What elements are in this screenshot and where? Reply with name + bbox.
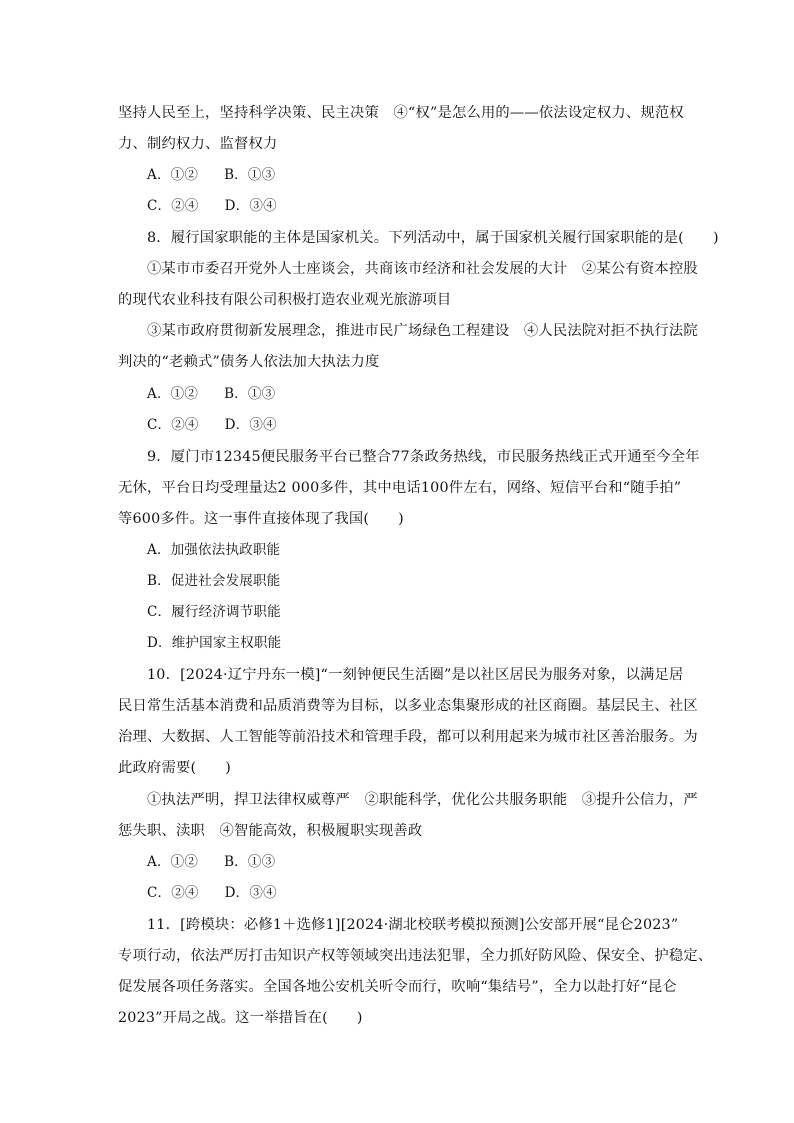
q7-statement-line-2: 力、制约权力、监督权力 <box>118 136 278 152</box>
q7-options-row-2 <box>147 196 723 216</box>
option-d: D．③④ <box>224 885 277 901</box>
q9-stem-line-2: 无休，平台日均受理量达2 000多件，其中电话100件左右，网络、短信平台和“随手拍” <box>118 480 682 496</box>
q10-statement-line-1: ①执法严明，捍卫法律权威尊严 ②职能科学，优化公共服务职能 ③提升公信力，严 <box>147 792 698 808</box>
q11-stem-line-1: 11．[跨模块：必修1＋选修1][2024·湖北校联考模拟预测]公安部开展“昆仑2023” <box>147 917 679 933</box>
q9-option-b: B．促进社会发展职能 <box>147 573 281 589</box>
q10-stem-line-1: 10．[2024·辽宁丹东一模]“一刻钟便民生活圈”是以社区居民为服务对象，以满足居 <box>147 667 684 683</box>
option-c: C．②④ <box>147 198 199 214</box>
q10-stem-line-4: 此政府需要( ) <box>118 760 232 776</box>
option-a: A．①② <box>147 386 199 402</box>
option-c: C．②④ <box>147 885 199 901</box>
option-b: B．①③ <box>224 167 276 183</box>
q7-options-row-1 <box>147 165 723 185</box>
q9-option-a: A．加强依法执政职能 <box>147 542 281 558</box>
q9-stem-line-1: 9．厦门市12345便民服务平台已整合77条政务热线，市民服务热线正式开通至今全年 <box>147 449 700 465</box>
q8-options-row-1 <box>147 384 723 404</box>
q8-options-row-2 <box>147 415 723 435</box>
q10-stem-line-2: 民日常生活基本消费和品质消费等为目标，以多业态集聚形成的社区商圈。基层民主、社区 <box>118 698 698 714</box>
q11-stem-line-4: 2023”开局之战。这一举措旨在( ) <box>118 1010 363 1026</box>
option-d: D．③④ <box>224 198 277 214</box>
q9-option-c: C．履行经济调节职能 <box>147 604 281 620</box>
option-a: A．①② <box>147 167 199 183</box>
q10-options-row-1 <box>147 852 723 872</box>
q11-stem-line-2: 专项行动，依法严厉打击知识产权等领域突出违法犯罪，全力抓好防风险、保安全、护稳定、 <box>118 948 713 964</box>
q10-stem-line-3: 治理、大数据、人工智能等前沿技术和管理手段，都可以利用起来为城市社区善治服务。为 <box>118 729 698 745</box>
q8-statement-line-2: 的现代农业科技有限公司积极打造农业观光旅游项目 <box>118 292 452 308</box>
option-b: B．①③ <box>224 854 276 870</box>
option-d: D．③④ <box>224 417 277 433</box>
q10-options-row-2 <box>147 883 723 903</box>
q9-stem-line-3: 等600多件。这一事件直接体现了我国( ) <box>118 511 404 527</box>
q8-statement-line-4: 判决的“老赖式”债务人依法加大执法力度 <box>118 354 380 370</box>
q7-statement-line-1: 坚持人民至上，坚持科学决策、民主决策 ④“权”是怎么用的——依法设定权力、规范权 <box>118 105 684 121</box>
q10-statement-line-2: 惩失职、渎职 ④智能高效，积极履职实现善政 <box>118 823 423 839</box>
q8-statement-line-3: ③某市政府贯彻新发展理念，推进市民广场绿色工程建设 ④人民法院对拒不执行法院 <box>147 323 698 339</box>
q11-stem-line-3: 促发展各项任务落实。全国各地公安机关听令而行，吹响“集结号”，全力以赴打好“昆仑 <box>118 979 677 995</box>
option-c: C．②④ <box>147 417 199 433</box>
option-a: A．①② <box>147 854 199 870</box>
q9-option-d: D．维护国家主权职能 <box>147 635 282 651</box>
q8-stem: 8．履行国家职能的主体是国家机关。下列活动中，属于国家机关履行国家职能的是( ) <box>147 230 719 246</box>
option-b: B．①③ <box>224 386 276 402</box>
q8-statement-line-1: ①某市市委召开党外人士座谈会，共商该市经济和社会发展的大计 ②某公有资本控股 <box>147 261 698 277</box>
